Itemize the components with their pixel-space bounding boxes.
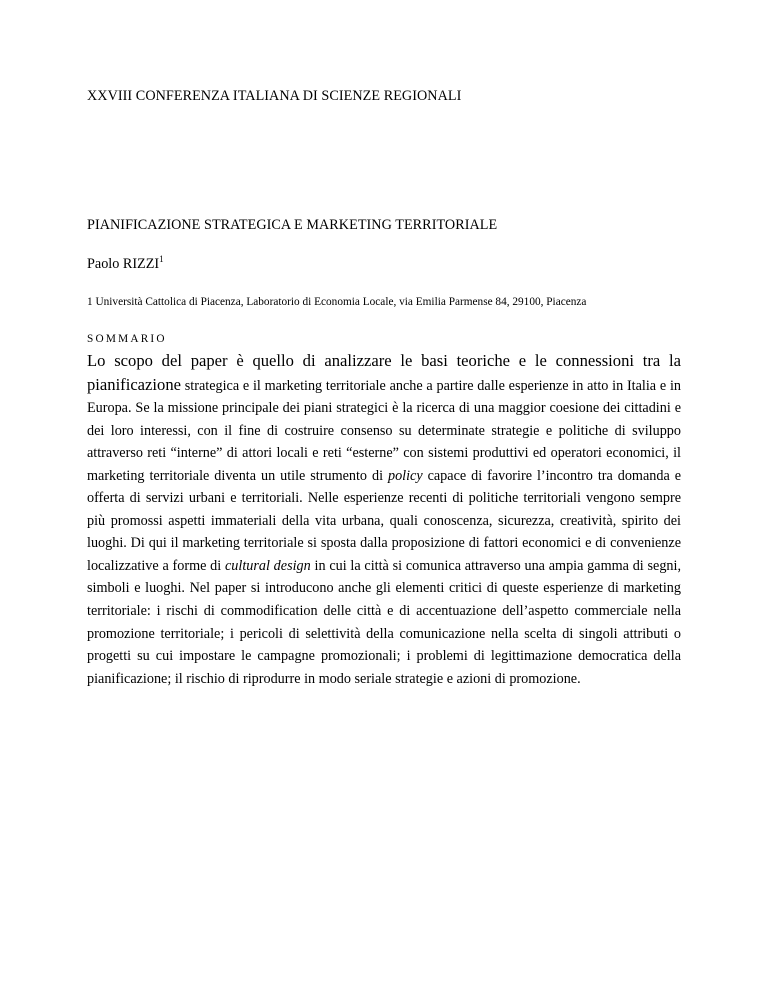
abstract-first-line: Lo scopo del paper è quello di analizzare le basi teoriche e le connessioni tra la pianificazione bbox=[87, 351, 681, 394]
abstract-text-part: capace di favorire l’incontro tra domanda e offerta di servizi urbani e territoriali. Nelle esperienze recenti di politiche territoriali vengono sempre più promossi aspetti immateriali della vita urbana, quali conoscenza, sicurezza, creatività, spirito dei luoghi. Di qui il marketing territoriale si sposta dalla proposizione di fattori economici e di convenienze localizzative a forme di bbox=[87, 467, 681, 574]
conference-title: XXVIII CONFERENZA ITALIANA DI SCIENZE REGIONALI bbox=[87, 88, 462, 104]
abstract-text-part: in cui la città si comunica attraverso una ampia gamma di segni, simboli e luoghi. Nel paper si introducono anche gli elementi critici di queste esperienze di marketing territoriale: i rischi di commodification delle città e di accentuazione dell’aspetto commerciale nella promozione territoriale; i pericoli di selettività della comunicazione nella scelta di singoli attributi o progetti su cui impostare le campagne promozionali; i problemi di legittimazione democratica della pianificazione; il rischio di riprodurre in modo seriale strategie e azioni di promozione. bbox=[87, 557, 682, 687]
author-name: Paolo RIZZI bbox=[87, 256, 160, 272]
author-footnote-mark: 1 bbox=[159, 254, 164, 264]
author-affiliation: 1 Università Cattolica di Piacenza, Laboratorio di Economia Locale, via Emilia Parmense 84, 29100, Piacenza bbox=[87, 296, 587, 308]
abstract-text-part: strategica e il marketing territoriale anche a partire dalle esperienze in atto in Italia e in Europa. Se la missione principale dei piani strategici è la ricerca di una maggior coesione dei cittadini e dei loro interessi, con il fine di costruire consenso su determinate strategie e politiche di sviluppo attraverso reti “interne” di attori locali e reti “esterne” con sistemi produttivi ed operatori economici, il marketing territoriale diventa un utile strumento di bbox=[87, 377, 681, 484]
abstract-heading: SOMMARIO bbox=[87, 333, 167, 345]
paper-title: PIANIFICAZIONE STRATEGICA E MARKETING TERRITORIALE bbox=[87, 217, 498, 233]
abstract-italic-term: policy bbox=[387, 467, 423, 484]
abstract-body bbox=[87, 350, 681, 690]
abstract-italic-term: cultural design bbox=[224, 557, 311, 574]
author-line bbox=[87, 256, 164, 273]
